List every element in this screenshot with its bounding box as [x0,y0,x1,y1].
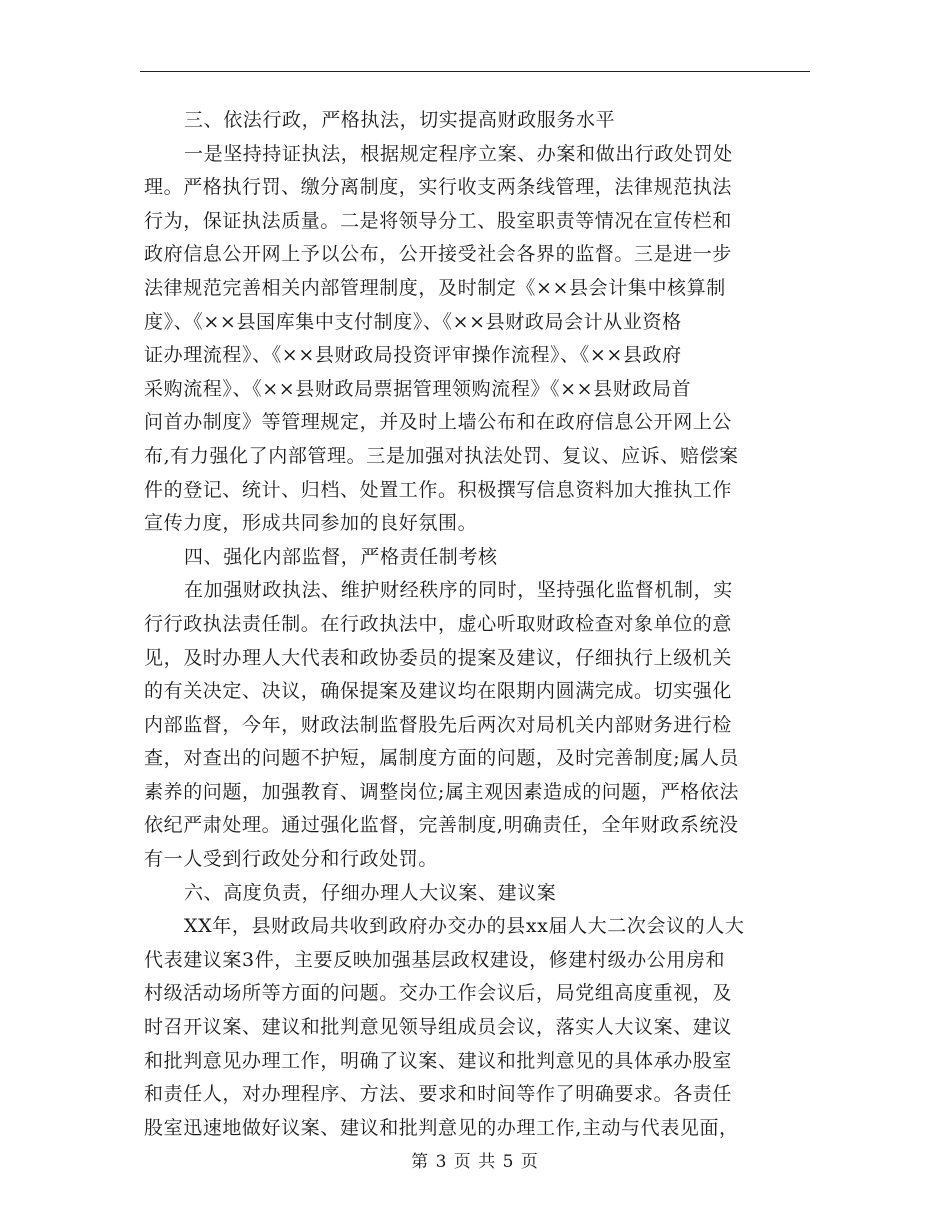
text-line: 的有关决定、决议，确保提案及建议均在限期内圆满完成。切实强化 [144,680,733,703]
text-line: 在加强财政执法、维护财经秩序的同时，坚持强化监督机制，实 [184,579,733,602]
text-line: 宣传力度，形成共同参加的良好氛围。 [144,512,478,535]
text-line: 查，对查出的问题不护短，属制度方面的问题，及时完善制度;属人员 [144,747,740,770]
text-line: 依纪严肃处理。通过强化监督，完善制度,明确责任，全年财政系统没 [144,814,739,837]
text-line: 行为，保证执法质量。二是将领导分工、股室职责等情况在宣传栏和 [144,209,733,232]
text-line: 一是坚持持证执法，根据规定程序立案、办案和做出行政处罚处 [184,142,733,165]
text-line: 和批判意见办理工作，明确了议案、建议和批判意见的具体承办股室 [144,1049,733,1072]
document-body [144,104,814,1145]
text-line: 件的登记、统计、归档、处置工作。积极撰写信息资料加大推执工作 [144,478,733,501]
text-line: 内部监督，今年，财政法制监督股先后两次对局机关内部财务进行检 [144,713,733,736]
text-line: 理。严格执行罚、缴分离制度，实行收支两条线管理，法律规范执法 [144,176,733,199]
text-line: 问首办制度》等管理规定，并及时上墙公布和在政府信息公开网上公 [144,411,733,434]
text-line: 代表建议案3件，主要反映加强基层政权建设，修建村级办公用房和 [144,948,726,971]
page-number-footer: 第 3 页 共 5 页 [411,1152,539,1172]
text-line: 见，及时办理人大代表和政协委员的提案及建议，仔细执行上级机关 [144,646,733,669]
text-line: 采购流程》、《××县财政局票据管理领购流程》《××县财政局首 [144,377,692,400]
text-line: 证办理流程》、《××县财政局投资评审操作流程》、《××县政府 [144,344,682,367]
text-line: 村级活动场所等方面的问题。交办工作会议后，局党组高度重视，及 [144,982,733,1005]
text-line: 六、高度负责，仔细办理人大议案、建议案 [184,881,557,904]
text-line: 四、强化内部监督，严格责任制考核 [184,545,498,568]
text-line: 时召开议案、建议和批判意见领导组成员会议，落实人大议案、建议 [144,1016,733,1039]
text-line: 布,有力强化了内部管理。三是加强对执法处罚、复议、应诉、赔偿案 [144,444,739,467]
text-line: XX年，县财政局共收到政府办交办的县xx届人大二次会议的人大 [184,915,745,938]
text-line: 政府信息公开网上予以公布，公开接受社会各界的监督。三是进一步 [144,243,733,266]
text-line: 和责任人，对办理程序、方法、要求和时间等作了明确要求。各责任 [144,1083,733,1106]
text-line: 行行政执法责任制。在行政执法中，虚心听取财政检查对象单位的意 [144,612,733,635]
text-line: 股室迅速地做好议案、建议和批判意见的办理工作,主动与代表见面， [144,1116,739,1139]
text-line: 三、依法行政，严格执法，切实提高财政服务水平 [184,109,616,131]
text-line: 度》、《××县国库集中支付制度》、《××县财政局会计从业资格 [144,310,682,333]
header-divider [140,71,810,72]
text-line: 有一人受到行政处分和行政处罚。 [144,848,439,871]
text-line: 法律规范完善相关内部管理制度，及时制定《××县会计集中核算制 [144,276,726,299]
text-line: 素养的问题，加强教育、调整岗位;属主观因素造成的问题，严格依法 [144,780,740,803]
